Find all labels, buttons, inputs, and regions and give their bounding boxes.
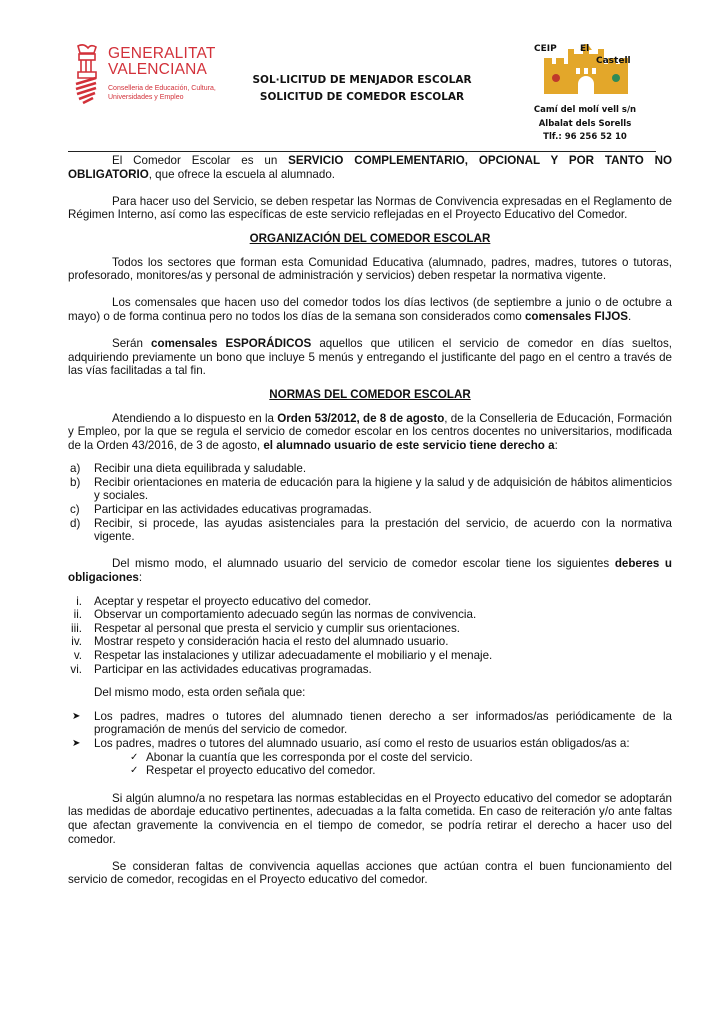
list-item-text: Respetar las instalaciones y utilizar adecuadamente el mobiliario y el menaje. [94,649,493,662]
school-town: Albalat dels Sorells [538,118,632,129]
document-body [68,154,672,887]
list-item-text: Recibir orientaciones en materia de educación para la higiene y la salud y de adquisición de hábitos alimenticios y sociales. [94,475,672,503]
generalitat-logo [70,40,240,110]
p6-text: Atendiendo a lo dispuesto en la [112,411,278,425]
generalitat-name-line2: VALENCIANA [108,61,208,78]
norms-paragraph: Para hacer uso del Servicio, se deben respetar las Normas de Convivencia expresadas en el Reglamento de Régimen Interno, así como las específicas de este servicio reflejadas en el Proyecto Educativo del Comedor. [68,194,672,222]
list-item-text: Respetar al personal que presta el servicio y cumplir sus orientaciones. [94,621,461,635]
list-marker: d) [70,516,81,530]
rights-list [68,462,672,544]
list-item [68,710,672,737]
list-item-text: Recibir una dieta equilibrada y saludable. [94,462,307,476]
p4-text-end: . [628,309,632,323]
list-marker: iii. [71,621,82,635]
community-paragraph: Todos los sectores que forman esta Comunidad Educativa (alumnado, padres, madres, tutores o tutoras, profesorado, monitores/as y personal de administración y servicios) deben respetar la normativa vigente. [68,255,672,283]
parents-list [68,710,672,751]
list-item [68,462,672,476]
conselleria-line2: Universidades y Empleo [108,94,184,101]
section-heading-norms: NORMAS DEL COMEDOR ESCOLAR [269,387,471,401]
list-item-text: Mostrar respeto y consideración hacia el resto del alumnado usuario. [94,635,449,649]
page-title [232,72,492,106]
p6-bold-rights: el alumnado usuario de este servicio tiene derecho a [263,438,555,452]
list-marker: a) [70,462,81,476]
school-phone: Tlf.: 96 256 52 10 [543,132,627,142]
misconduct-paragraph: Se consideran faltas de convivencia aquellas acciones que actúan contra el buen funcionamiento del servicio de comedor, recogidas en el Proyecto educativo del comedor. [68,859,672,887]
conselleria-name [108,84,216,102]
order-paragraph [68,412,672,453]
list-item [68,737,672,751]
list-item [68,608,672,622]
p6-bold-order: Orden 53/2012, de 8 de agosto [277,411,445,425]
school-logo-el: El [580,44,590,54]
list-item-text: Los padres, madres o tutores del alumnado tienen derecho a ser informados/as periódicamente de la programación de menús del servicio de comedor. [94,709,672,737]
list-marker: i. [76,594,82,608]
p7-text-end: : [138,571,143,585]
sanctions-paragraph: Si algún alumno/a no respetara las normas establecidas en el Proyecto educativo del comedor se adoptarán las medidas de abordaje educativo pertinentes, adecuadas a la falta cometida. En caso de reiteración y/o ante faltas que afectan gravemente la convivencia en el tiempo de comedor, se podría retirar el derecho a hacer uso del comedor. [68,791,672,846]
list-item [68,595,672,609]
arrow-bullet-icon: ➤ [72,737,81,749]
list-item-text: Observar un comportamiento adecuado según las normas de convivencia. [94,608,477,622]
school-contact [520,104,650,145]
list-item [68,622,672,636]
list-item-text: Recibir, si procede, las ayudas asistenciales para la prestación del servicio, de acuerdo con la normativa vigente. [94,516,672,544]
title-spanish: SOLICITUD DE COMEDOR ESCOLAR [259,91,465,103]
header-divider [68,151,656,152]
list-item [68,503,672,517]
list-marker: c) [70,503,80,517]
generalitat-name [108,46,216,78]
fixed-diners-paragraph [68,296,672,323]
list-item [68,635,672,649]
list-item-text: Abonar la cuantía que les corresponda por el coste del servicio. [146,750,473,764]
school-address: Camí del molí vell s/n [533,105,637,115]
p1-bold: SERVICIO COMPLEMENTARIO, OPCIONAL Y POR TANTO NO OBLIGATORIO [68,154,672,181]
conselleria-line1: Conselleria de Educación, Cultura, [108,85,216,92]
p7-bold: deberes u obligaciones [68,557,672,585]
sporadic-diners-paragraph [68,337,672,378]
p5-text-end: aquellos que utilicen el servicio de comedor en días sueltos, adquiriendo previamente un bono que incluye 5 menús y entregando el justificante del pago en el centro a través de las vías facilitadas a tal fin. [68,337,672,378]
p5-bold: comensales ESPORÁDICOS [151,337,312,351]
list-marker: v. [73,649,82,662]
title-valencian: SOL·LICITUD DE MENJADOR ESCOLAR [252,74,472,86]
generalitat-name-line1: GENERALITAT [108,45,216,62]
list-item [68,751,672,765]
intro-paragraph [68,154,672,181]
p7-text: Del mismo modo, el alumnado usuario del servicio de comedor escolar tiene los siguientes [112,557,615,571]
list-item-text: Respetar el proyecto educativo del comedor. [146,764,376,778]
generalitat-emblem-icon [70,42,102,106]
p1-text: El Comedor Escolar es un [112,154,289,167]
checkmark-icon: ✓ [130,765,139,777]
list-item-text: Participar en las actividades educativas programadas. [94,503,372,517]
duties-intro-paragraph [68,557,672,584]
list-item-text: Aceptar y respetar el proyecto educativo del comedor. [94,594,372,608]
p6-text-end: : [554,438,558,452]
order-states-paragraph: Del mismo modo, esta orden señala que: [94,686,306,700]
list-marker: iv. [71,635,82,649]
arrow-bullet-icon: ➤ [72,710,81,722]
list-marker: b) [70,475,81,489]
p4-text: Los comensales que hacen uso del comedor todos los días lectivos (de septiembre a junio o de octubre a mayo) o de forma continua pero no todos los días de la semana son considerados como [68,296,672,323]
obligations-list [68,751,672,778]
p4-bold: comensales FIJOS [524,309,629,323]
list-marker: vi. [70,662,82,676]
list-item [68,764,672,778]
list-item [68,663,672,677]
p6-text-mid: , de la Conselleria de Educación, Formación y Empleo, por la que se regula el servicio de comedor escolar en los centros docentes no universitarios, modificada de la Orden 43/2016, de 3 de agosto, [68,411,672,452]
school-logo-block [520,34,670,144]
list-item [68,649,672,663]
checkmark-icon: ✓ [130,751,139,763]
list-marker: ii. [73,608,82,622]
school-logo-ceip: CEIP [534,44,557,54]
list-item [68,517,672,544]
p1-text-end: , que ofrece la escuela al alumnado. [148,167,335,181]
list-item [68,476,672,503]
list-item-text: Participar en las actividades educativas programadas. [94,662,372,676]
section-heading-organization: ORGANIZACIÓN DEL COMEDOR ESCOLAR [249,231,491,245]
school-logo-castell: Castell [596,56,631,66]
p5-text: Serán [112,337,152,351]
duties-list [68,595,672,677]
list-item-text: Los padres, madres o tutores del alumnado usuario, así como el resto de usuarios están obligados/as a: [94,736,630,750]
